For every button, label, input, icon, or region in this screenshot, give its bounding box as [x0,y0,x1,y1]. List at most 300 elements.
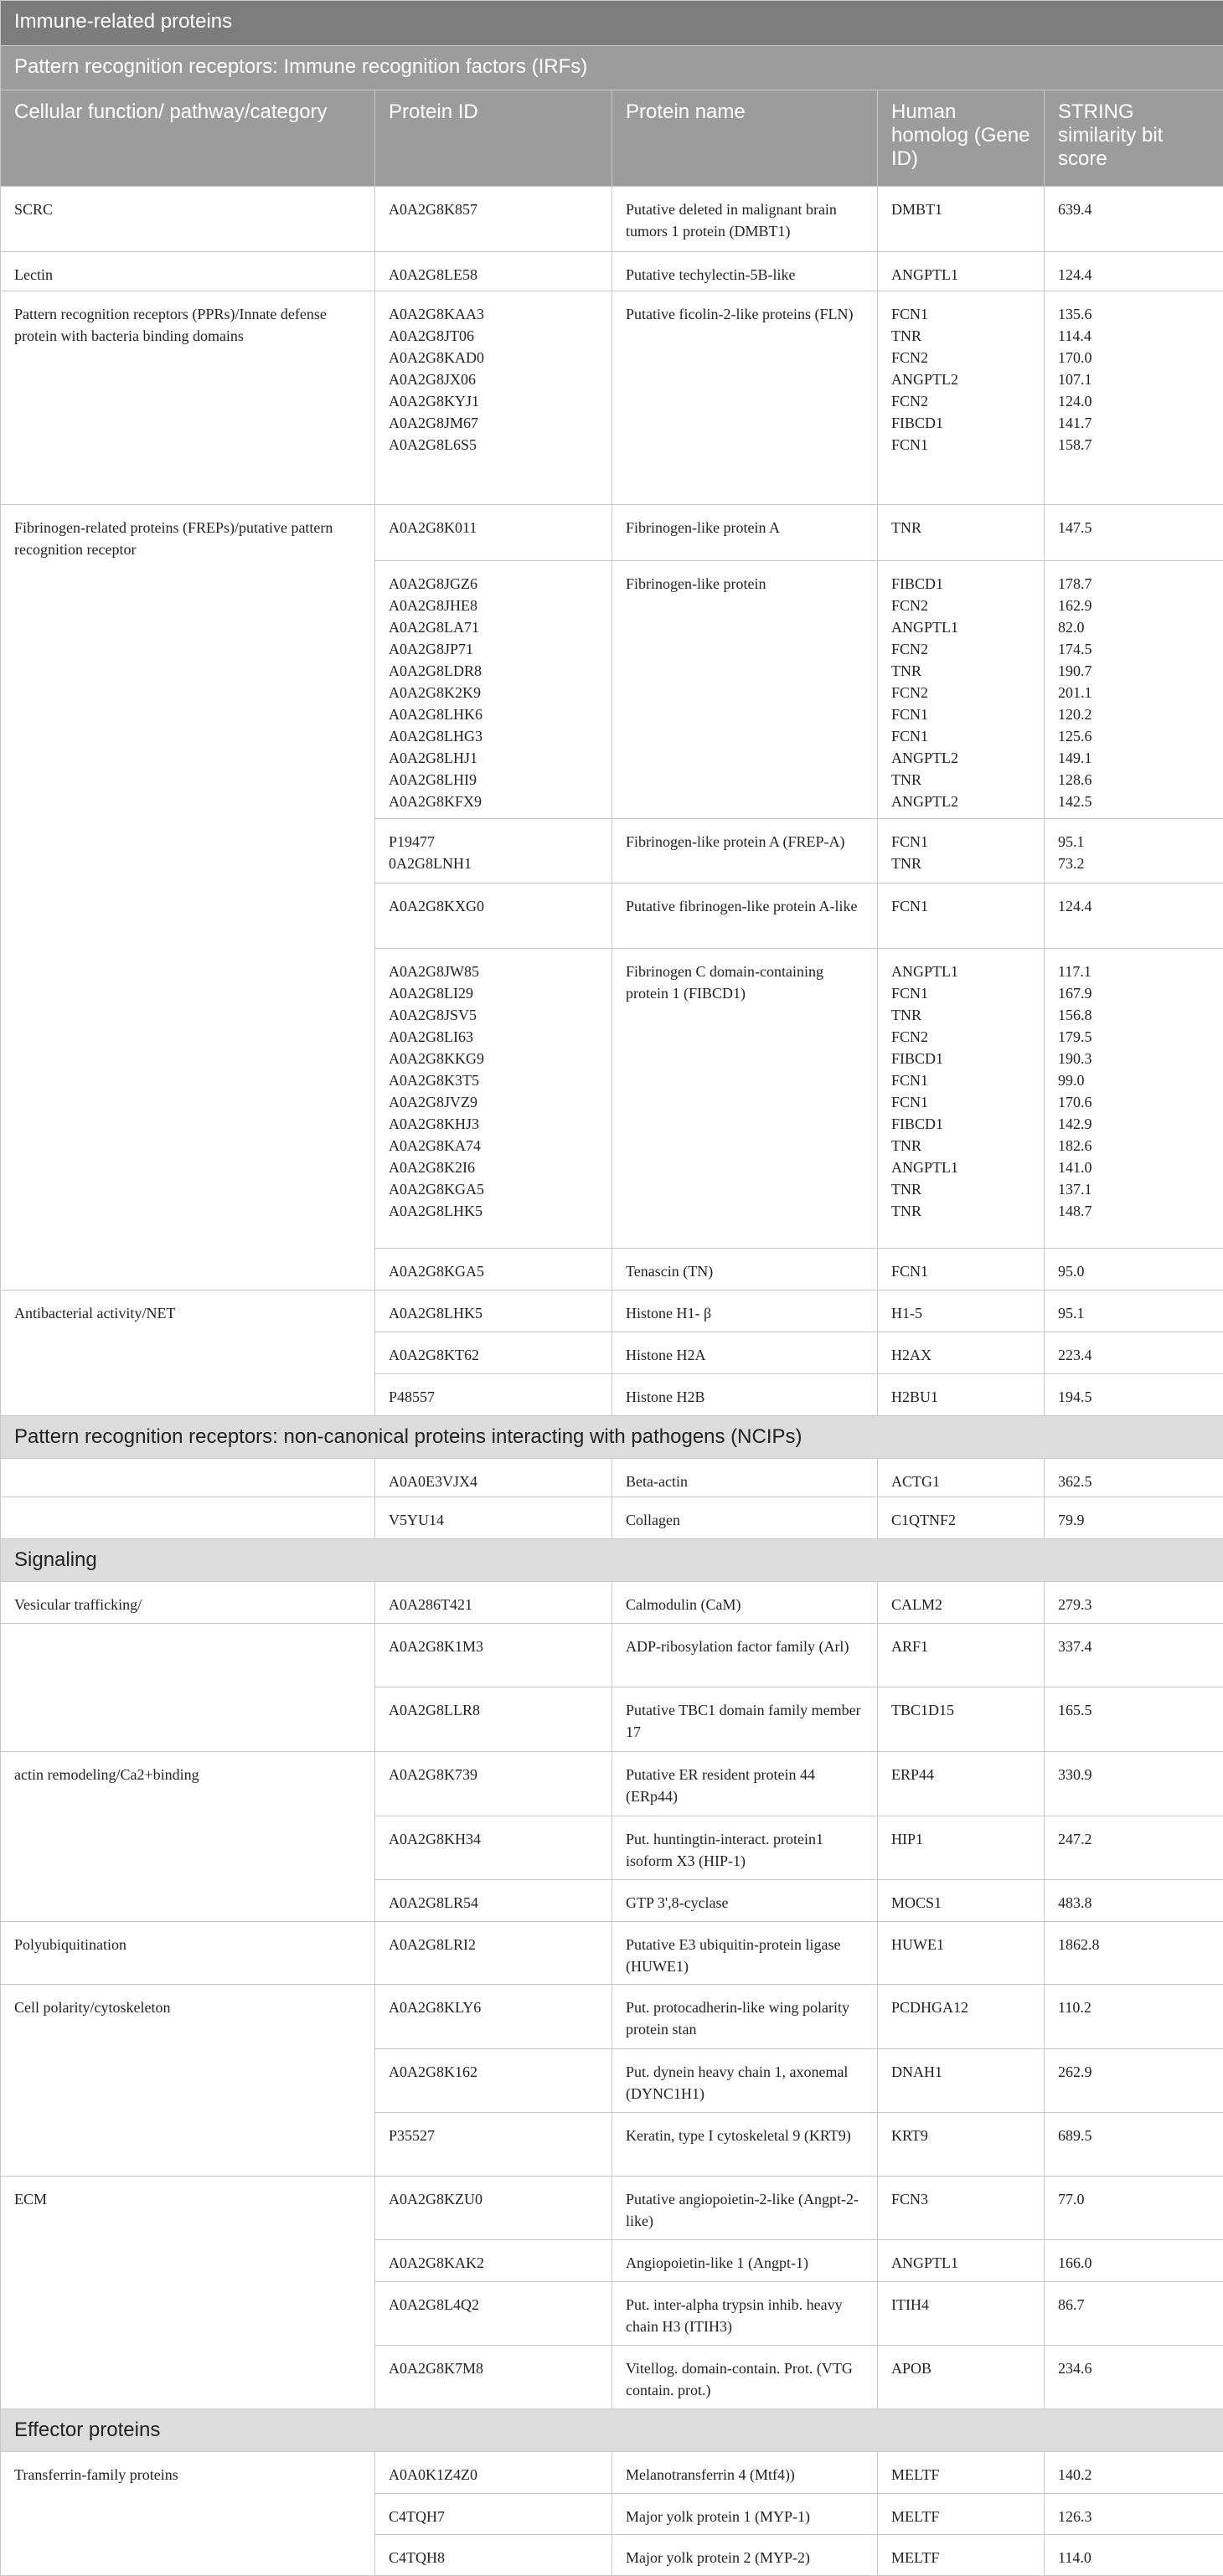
homolog-cell-value: TBC1D15 [891,1699,1030,1721]
homolog-cell [878,1248,1045,1290]
protein-id-cell-value: A0A2G8KKG9 [389,1048,598,1069]
section-irf-heading: Pattern recognition receptors: Immune recognition factors (IRFs) [1,46,1223,90]
homolog-cell [878,187,1045,252]
table-row [1,1332,1223,1373]
protein-name-cell-value: Histone H2A [626,1344,864,1366]
score-cell-value: 99.0 [1058,1069,1210,1091]
score-cell-value: 166.0 [1058,2252,1210,2274]
protein-id-cell-value: A0A2G8LA71 [389,616,598,638]
score-cell [1045,1751,1223,1816]
protein-name-cell [612,818,878,883]
score-cell-value: 114.0 [1058,2547,1210,2568]
protein-id-cell-value: A0A2G8LHI9 [389,769,598,791]
score-cell [1045,1816,1223,1879]
homolog-cell-value: FCN1 [891,1091,1030,1113]
homolog-cell-value: H1-5 [891,1302,1030,1324]
homolog-cell-value: H2AX [891,1344,1030,1366]
protein-id-cell [375,2534,612,2575]
protein-id-cell-value: P19477 [389,831,598,853]
homolog-cell [878,2239,1045,2281]
homolog-cell-value: HIP1 [891,1828,1030,1850]
score-cell [1045,2345,1223,2409]
header-protein-id: Protein ID [375,90,612,187]
score-cell-value: 190.3 [1058,1048,1210,1069]
homolog-cell-value: FCN2 [891,347,1030,368]
protein-name-cell-value: Tenascin (TN) [626,1260,864,1282]
homolog-cell [878,2176,1045,2239]
function-cell [1,1290,375,1332]
protein-name-cell-value: Fibrinogen-like protein A [626,517,864,538]
function-cell [1,2345,375,2409]
protein-name-cell-value: Histone H2B [626,1386,864,1408]
protein-name-cell [612,2345,878,2409]
function-cell [1,1816,375,1879]
score-cell-value: 86.7 [1058,2294,1210,2316]
protein-name-cell-value: Putative E3 ubiquitin-protein ligase (HUWE1) [626,1934,864,1977]
protein-id-cell-value: A0A0K1Z4Z0 [389,2464,598,2486]
table-row [1,1497,1223,1538]
table-row [1,2112,1223,2176]
protein-name-cell [612,1497,878,1538]
protein-name-cell-value: Fibrinogen-like protein A (FREP-A) [626,831,864,853]
score-cell-value: 147.5 [1058,517,1210,538]
score-cell-value: 137.1 [1058,1178,1210,1200]
homolog-cell-value: ARF1 [891,1636,1030,1657]
score-cell [1045,291,1223,505]
protein-id-cell-value: A0A2G8K162 [389,2061,598,2083]
protein-id-cell [375,1373,612,1415]
homolog-cell-value: FCN1 [891,703,1030,725]
protein-id-cell-value: A0A2G8L4Q2 [389,2294,598,2316]
function-cell [1,818,375,883]
function-label: ECM [14,2191,47,2208]
function-label: Transferrin-family proteins [14,2466,178,2483]
homolog-cell [878,2112,1045,2176]
homolog-cell-value: FCN1 [891,831,1030,853]
protein-name-cell [612,1879,878,1921]
score-cell-value: 167.9 [1058,982,1210,1004]
protein-name-cell-value: Calmodulin (CaM) [626,1594,864,1615]
homolog-cell-value: FCN1 [891,982,1030,1004]
protein-id-cell [375,1581,612,1623]
protein-id-cell-value: A0A2G8LI63 [389,1026,598,1048]
protein-id-cell-value: P35527 [389,2125,598,2146]
homolog-cell-value: FCN2 [891,638,1030,660]
score-cell [1045,1623,1223,1687]
score-cell [1045,2112,1223,2176]
homolog-cell-value: ANGPTL1 [891,616,1030,638]
protein-id-cell [375,1751,612,1816]
protein-name-cell [612,1248,878,1290]
score-cell-value: 149.1 [1058,747,1210,769]
protein-name-cell [612,883,878,948]
score-cell-value: 95.1 [1058,831,1210,853]
function-label: Lectin [14,266,53,283]
score-cell [1045,1290,1223,1332]
score-cell [1045,560,1223,818]
protein-id-cell-value: A0A2G8K2K9 [389,682,598,703]
homolog-cell-value: ACTG1 [891,1471,1030,1492]
protein-name-cell-value: Vitellog. domain-contain. Prot. (VTG contain. prot.) [626,2357,864,2401]
table-row [1,2281,1223,2345]
function-cell [1,948,375,1248]
score-cell-value: 165.5 [1058,1699,1210,1721]
homolog-cell [878,1623,1045,1687]
protein-id-cell [375,252,612,291]
protein-name-cell [612,505,878,561]
function-cell [1,1623,375,1687]
protein-name-cell [612,1984,878,2048]
homolog-cell-value: ANGPTL2 [891,368,1030,390]
table-row [1,883,1223,948]
score-cell [1045,1332,1223,1373]
protein-id-cell-value: A0A2G8LHG3 [389,725,598,747]
function-label: Vesicular trafficking/ [14,1596,142,1613]
function-cell [1,2534,375,2575]
function-cell [1,2451,375,2493]
score-cell-value: 279.3 [1058,1594,1210,1615]
homolog-cell-value: TNR [891,1004,1030,1026]
homolog-cell-value: TNR [891,853,1030,874]
protein-id-cell-value: A0A2G8KHJ3 [389,1113,598,1135]
protein-name-cell [612,1921,878,1984]
homolog-cell-value: C1QTNF2 [891,1509,1030,1531]
homolog-cell-value: ANGPTL1 [891,2252,1030,2274]
protein-id-cell [375,505,612,561]
protein-id-cell [375,560,612,818]
protein-id-cell-value: A0A2G8JW85 [389,961,598,982]
score-cell-value: 141.0 [1058,1157,1210,1178]
protein-id-cell [375,2176,612,2239]
protein-id-cell [375,1497,612,1538]
function-label: actin remodeling/Ca2+binding [14,1766,199,1783]
protein-id-cell-value: 0A2G8LNH1 [389,853,598,874]
homolog-cell [878,818,1045,883]
homolog-cell [878,1290,1045,1332]
homolog-cell-value: ANGPTL2 [891,791,1030,812]
score-cell-value: 117.1 [1058,961,1210,982]
protein-name-cell-value: Fibrinogen C domain-containing protein 1 (FIBCD1) [626,961,864,1004]
score-cell-value: 126.3 [1058,2506,1210,2527]
score-cell [1045,1879,1223,1921]
protein-id-cell [375,1984,612,2048]
homolog-cell-value: ERP44 [891,1764,1030,1785]
score-cell [1045,1497,1223,1538]
homolog-cell-value: ANGPTL2 [891,747,1030,769]
score-cell-value: 95.1 [1058,1302,1210,1324]
protein-id-cell-value: A0A0E3VJX4 [389,1471,598,1492]
function-label: Fibrinogen-related proteins (FREPs)/putative pattern recognition receptor [14,519,333,558]
homolog-cell [878,1497,1045,1538]
homolog-cell [878,1921,1045,1984]
protein-id-cell [375,818,612,883]
function-cell [1,2176,375,2239]
protein-name-cell [612,948,878,1248]
function-cell [1,1921,375,1984]
ncip-rows [1,1458,1223,1538]
protein-id-cell-value: A0A2G8KGA5 [389,1260,598,1282]
homolog-cell-value: FCN1 [891,1069,1030,1091]
homolog-cell-value: FIBCD1 [891,412,1030,434]
protein-name-cell [612,2176,878,2239]
protein-name-cell [612,1751,878,1816]
protein-name-cell [612,1332,878,1373]
table-row [1,252,1223,291]
section-effector-heading: Effector proteins [1,2409,1223,2451]
protein-id-cell-value: A0A2G8JVZ9 [389,1091,598,1113]
score-cell-value: 77.0 [1058,2188,1210,2210]
homolog-cell [878,2281,1045,2345]
score-cell-value: 247.2 [1058,1828,1210,1850]
protein-name-cell-value: Major yolk protein 2 (MYP-2) [626,2547,864,2568]
score-cell-value: 190.7 [1058,660,1210,682]
irf-rows [1,187,1223,1416]
score-cell-value: 95.0 [1058,1260,1210,1282]
score-cell-value: 156.8 [1058,1004,1210,1026]
function-cell [1,1751,375,1816]
protein-name-cell-value: Putative ficolin-2-like proteins (FLN) [626,303,864,325]
homolog-cell [878,560,1045,818]
protein-id-cell [375,1332,612,1373]
protein-id-cell-value: A0A2G8LE58 [389,264,598,286]
protein-name-cell [612,1458,878,1497]
protein-name-cell-value: Beta-actin [626,1471,864,1492]
score-cell [1045,1458,1223,1497]
protein-id-cell-value: A0A2G8LHJ1 [389,747,598,769]
protein-name-cell-value: Major yolk protein 1 (MYP-1) [626,2506,864,2527]
protein-id-cell-value: A0A2G8KZU0 [389,2188,598,2210]
protein-name-cell [612,2281,878,2345]
protein-id-cell-value: A0A2G8LRI2 [389,1934,598,1955]
homolog-cell [878,1751,1045,1816]
signaling-rows [1,1581,1223,2409]
protein-id-cell-value: A0A2G8L6S5 [389,434,598,456]
table-row [1,2048,1223,2112]
protein-id-cell [375,1879,612,1921]
protein-id-cell [375,2239,612,2281]
score-cell-value: 107.1 [1058,368,1210,390]
protein-id-cell [375,1623,612,1687]
score-cell-value: 124.4 [1058,264,1210,286]
function-cell [1,2493,375,2534]
homolog-cell-value: MELTF [891,2464,1030,2486]
protein-id-cell-value: A0A2G8LDR8 [389,660,598,682]
homolog-cell-value: TNR [891,660,1030,682]
protein-name-cell [612,2534,878,2575]
protein-id-cell-value: A0A2G8JM67 [389,412,598,434]
homolog-cell-value: ANGPTL1 [891,1157,1030,1178]
homolog-cell-value: TNR [891,1178,1030,1200]
score-cell-value: 362.5 [1058,1471,1210,1492]
function-cell [1,187,375,252]
function-label: SCRC [14,201,53,218]
protein-id-cell-value: A0A2G8K3T5 [389,1069,598,1091]
homolog-cell [878,2534,1045,2575]
table-row [1,1458,1223,1497]
protein-id-cell-value: A0A2G8KAA3 [389,303,598,325]
table-title: Immune-related proteins [1,1,1223,46]
homolog-cell-value: CALM2 [891,1594,1030,1615]
column-header-row [1,90,1223,187]
function-cell [1,883,375,948]
protein-id-cell-value: A0A2G8KXG0 [389,895,598,917]
homolog-cell-value: FIBCD1 [891,1048,1030,1069]
protein-id-cell-value: A0A2G8KLY6 [389,1996,598,2018]
protein-id-cell-value: A0A2G8KGA5 [389,1178,598,1200]
homolog-cell [878,1816,1045,1879]
homolog-cell [878,1373,1045,1415]
score-cell-value: 178.7 [1058,573,1210,595]
table-row [1,2493,1223,2534]
protein-id-cell [375,1290,612,1332]
protein-name-cell [612,1581,878,1623]
score-cell [1045,1984,1223,2048]
protein-id-cell-value: A0A2G8KYJ1 [389,390,598,412]
homolog-cell-value: TNR [891,325,1030,347]
protein-id-cell-value: A0A2G8K7M8 [389,2357,598,2379]
function-cell [1,2048,375,2112]
homolog-cell-value: FCN2 [891,390,1030,412]
protein-name-cell [612,291,878,505]
score-cell [1045,948,1223,1248]
protein-name-cell-value: Putative techylectin-5B-like [626,264,864,286]
protein-id-cell-value: A0A2G8K1M3 [389,1636,598,1657]
protein-id-cell [375,1921,612,1984]
protein-id-cell [375,2451,612,2493]
score-cell-value: 124.4 [1058,895,1210,917]
homolog-cell-value: ANGPTL1 [891,961,1030,982]
homolog-cell [878,2345,1045,2409]
function-cell [1,2112,375,2176]
protein-id-cell [375,1687,612,1751]
protein-name-cell [612,1623,878,1687]
homolog-cell [878,2048,1045,2112]
score-cell-value: 162.9 [1058,595,1210,616]
protein-name-cell [612,1687,878,1751]
score-cell-value: 135.6 [1058,303,1210,325]
homolog-cell [878,2451,1045,2493]
function-label: Cell polarity/cytoskeleton [14,1999,170,2016]
protein-id-cell-value: A0A2G8LI29 [389,982,598,1004]
protein-name-cell-value: Collagen [626,1509,864,1531]
table-row [1,2345,1223,2409]
homolog-cell-value: MOCS1 [891,1892,1030,1914]
protein-id-cell-value: A0A2G8KFX9 [389,791,598,812]
homolog-cell-value: FIBCD1 [891,573,1030,595]
protein-name-cell-value: Putative angiopoietin-2-like (Angpt-2-like) [626,2188,864,2232]
function-cell [1,1332,375,1373]
table-row [1,1623,1223,1687]
homolog-cell [878,1581,1045,1623]
table-row [1,1816,1223,1879]
protein-id-cell-value: A0A2G8LR54 [389,1892,598,1914]
homolog-cell [878,505,1045,561]
homolog-cell-value: ITIH4 [891,2294,1030,2316]
protein-id-cell [375,2048,612,2112]
score-cell-value: 194.5 [1058,1386,1210,1408]
function-cell [1,1984,375,2048]
protein-id-cell-value: A0A2G8JHE8 [389,595,598,616]
protein-id-cell-value: A0A2G8KT62 [389,1344,598,1366]
protein-id-cell-value: A0A2G8JSV5 [389,1004,598,1026]
protein-name-cell-value: Histone H1- β [626,1302,864,1324]
protein-id-cell [375,883,612,948]
homolog-cell [878,1984,1045,2048]
table-row [1,1373,1223,1415]
score-cell [1045,505,1223,561]
homolog-cell-value: FCN1 [891,725,1030,747]
protein-name-cell [612,2493,878,2534]
protein-name-cell [612,560,878,818]
table-row [1,1687,1223,1751]
table-row [1,1921,1223,1984]
score-cell-value: 483.8 [1058,1892,1210,1914]
score-cell-value: 201.1 [1058,682,1210,703]
homolog-cell-value: DMBT1 [891,198,1030,220]
protein-name-cell-value: Keratin, type I cytoskeletal 9 (KRT9) [626,2125,864,2146]
score-cell [1045,2493,1223,2534]
table-row [1,2534,1223,2575]
score-cell-value: 82.0 [1058,616,1210,638]
protein-id-cell-value: A0A2G8KAK2 [389,2252,598,2274]
header-function: Cellular function/ pathway/category [1,90,375,187]
score-cell-value: 158.7 [1058,434,1210,456]
score-cell-value: 73.2 [1058,853,1210,874]
homolog-cell-value: FCN1 [891,434,1030,456]
header-protein-name: Protein name [612,90,878,187]
score-cell-value: 174.5 [1058,638,1210,660]
homolog-cell-value: TNR [891,517,1030,538]
table-row [1,1984,1223,2048]
function-cell [1,1581,375,1623]
score-cell-value: 337.4 [1058,1636,1210,1657]
homolog-cell-value: FCN2 [891,682,1030,703]
score-cell-value: 140.2 [1058,2464,1210,2486]
section-signaling-heading: Signaling [1,1538,1223,1581]
protein-name-cell-value: Angiopoietin-like 1 (Angpt-1) [626,2252,864,2274]
protein-id-cell-value: A0A2G8KA74 [389,1135,598,1157]
table-row [1,948,1223,1248]
protein-id-cell-value: A0A2G8JT06 [389,325,598,347]
function-cell [1,1458,375,1497]
protein-id-cell [375,2281,612,2345]
score-cell-value: 142.9 [1058,1113,1210,1135]
score-cell-value: 142.5 [1058,791,1210,812]
protein-id-cell [375,1248,612,1290]
score-cell-value: 148.7 [1058,1200,1210,1222]
table-row [1,818,1223,883]
protein-id-cell-value: A0A2G8LLR8 [389,1699,598,1721]
homolog-cell-value: ANGPTL1 [891,264,1030,286]
protein-id-cell-value: A0A286T421 [389,1594,598,1615]
score-cell-value: 179.5 [1058,1026,1210,1048]
homolog-cell-value: HUWE1 [891,1934,1030,1955]
table-row [1,1581,1223,1623]
score-cell-value: 110.2 [1058,1996,1210,2018]
score-cell-value: 234.6 [1058,2357,1210,2379]
homolog-cell [878,291,1045,505]
score-cell-value: 141.7 [1058,412,1210,434]
function-cell [1,1879,375,1921]
protein-id-cell-value: A0A2G8K739 [389,1764,598,1785]
protein-id-cell-value: C4TQH8 [389,2547,598,2568]
protein-id-cell-value: C4TQH7 [389,2506,598,2527]
protein-id-cell-value: A0A2G8LHK5 [389,1200,598,1222]
protein-name-cell [612,1373,878,1415]
score-cell-value: 639.4 [1058,198,1210,220]
score-cell-value: 262.9 [1058,2061,1210,2083]
protein-id-cell [375,2493,612,2534]
